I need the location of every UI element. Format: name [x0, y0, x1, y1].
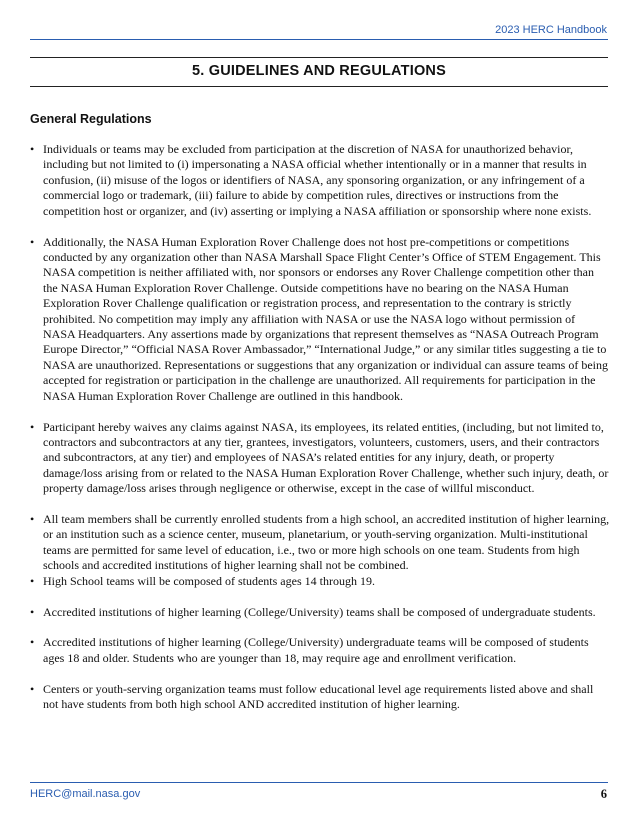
list-item: • Centers or youth-serving organization teams must follow educational level age requirements listed above and shall not have students from both high school AND accredited institution of higher learning. — [30, 682, 610, 713]
title-rule-top — [30, 57, 608, 58]
list-item: • All team members shall be currently enrolled students from a high school, an accredited institution of higher learning, or an institution such as a science center, museum, planetarium, or youth-serving organization. Multi-institutional teams are permitted for same level of education, i.e., two or more high schools on one team. Students from high schools and accredited institutions of higher learning shall not be combined. — [30, 512, 610, 574]
section-title: 5. GUIDELINES AND REGULATIONS — [192, 63, 446, 79]
list-item: • Individuals or teams may be excluded from participation at the discretion of NASA for unauthorized behavior, including but not limited to (i) impersonating a NASA official whether intentionally or in a manner that results in confusion, (ii) misuse of the logos or identifiers of NASA, any sponsoring organization, or any infringement of a commercial logo or trademark, (iii) failure to abide by competition rules, directives or instructions from the competition host or organizer, and (iv) asserting or implying a NASA affiliation or sponsorship where none exists. — [30, 142, 610, 219]
list-item: • Accredited institutions of higher learning (College/University) undergraduate teams will be composed of students ages 18 and older. Students who are younger than 18, may require age and enrollment verification. — [30, 635, 610, 666]
list-item: • Additionally, the NASA Human Exploration Rover Challenge does not host pre-competitions or competitions conducted by any organization other than NASA Marshall Space Flight Center’s Office of STEM Engagement. This NASA competition is neither affiliated with, nor sponsors or endorses any Rover Challenge competition other than the NASA Human Exploration Rover Challenge. Outside competitions have no bearing on the NASA Human Exploration Rover Challenge qualification or registration process, and representation to the contrary is strictly prohibited. No competition may imply any affiliation with NASA or use the NASA logo without permission of NASA Headquarters. Any assertions made by organizations that represent themselves as “NASA Outreach Program Europe Director,” “Official NASA Rover Ambassador,” “International Judge,” or any similar titles suggesting a tie to NASA are unauthorized. Representations or suggestions that any organization or individual can assure teams of being accepted for registration or participation in the challenge are unauthorized. All requirements for participation in the NASA Human Exploration Rover Challenge are outlined in this handbook. — [30, 235, 610, 404]
subsection-heading: General Regulations — [30, 112, 152, 126]
page-number: 6 — [600, 787, 607, 801]
header-divider — [30, 39, 608, 40]
list-item: • Accredited institutions of higher learning (College/University) teams shall be composed of undergraduate students. — [30, 605, 610, 620]
title-rule-bottom — [30, 86, 608, 87]
list-item: • High School teams will be composed of students ages 14 through 19. — [30, 574, 610, 589]
contact-email[interactable]: HERC@mail.nasa.gov — [30, 788, 141, 800]
running-header: 2023 HERC Handbook — [495, 24, 607, 36]
regulations-list — [30, 142, 610, 728]
list-item: • Participant hereby waives any claims against NASA, its employees, its related entities, (including, but not limited to, contractors and subcontractors at any tier, grantees, investigators, volunteers, customers, users, and their contractors and subcontractors, at any tier) and employees of NASA’s related entities for any injury, death, or property damage/loss arising from or related to the NASA Human Exploration Rover Challenge, whether such injury, death, or property damage/loss arises through negligence or otherwise, except in the case of willful misconduct. — [30, 420, 610, 497]
footer-divider — [30, 782, 608, 783]
